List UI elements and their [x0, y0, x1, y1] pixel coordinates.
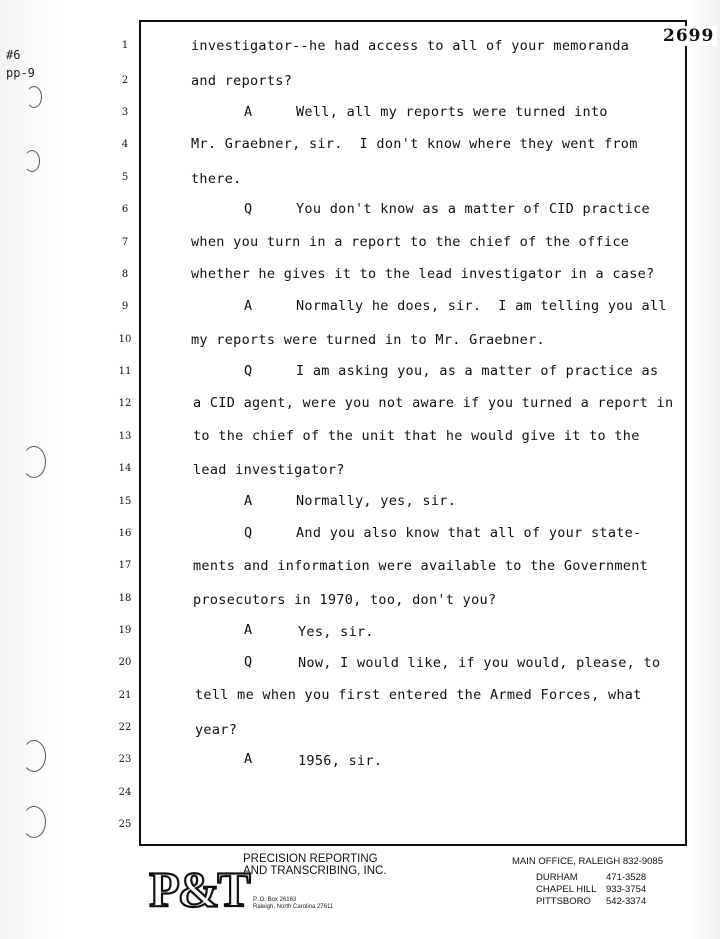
line-number: 4 [121, 139, 129, 150]
company-address [253, 897, 333, 911]
office-phone: 471-3528 [606, 872, 647, 883]
line-number: 12 [118, 398, 132, 409]
transcript-line: Well, all my reports were turned into [296, 104, 608, 120]
line-number: 5 [121, 172, 129, 183]
line-number: 7 [121, 237, 129, 248]
line-number: 1 [121, 40, 129, 51]
transcript-frame-right-border [685, 20, 687, 846]
company-name-line2: AND TRANSCRIBING, INC. [243, 865, 387, 877]
address-line2: Raleigh, North Carolina 27611 [253, 904, 334, 910]
transcript-line: investigator--he had access to all of your memoranda [191, 38, 630, 54]
binder-hole-lower [22, 740, 46, 772]
line-number: 13 [118, 431, 132, 442]
transcript-line: prosecutors in 1970, too, don't you? [193, 592, 497, 608]
main-office: MAIN OFFICE, RALEIGH 832-9085 [512, 856, 663, 867]
margin-note-pages: pp-9 [6, 66, 35, 80]
binder-mark-upper [24, 150, 40, 172]
transcript-line: Normally, yes, sir. [296, 493, 457, 509]
line-number: 20 [118, 657, 132, 668]
line-number: 10 [118, 334, 132, 345]
line-number: 21 [118, 690, 132, 701]
transcript-line: Yes, sir. [298, 624, 374, 640]
binder-hole-bottom [22, 806, 46, 838]
speaker-tag: A [244, 104, 253, 120]
office-phone: 933-3754 [606, 884, 647, 895]
transcript-line: and reports? [191, 73, 293, 89]
address-line1: P. O. Box 26163 [253, 897, 297, 903]
transcript-line: And you also know that all of your state- [296, 525, 642, 541]
transcript-line: tell me when you first entered the Armed Forces, what [195, 687, 642, 703]
speaker-tag: A [244, 622, 253, 638]
line-number: 8 [121, 269, 129, 280]
office-phone: 542-3374 [606, 896, 647, 907]
transcript-line: when you turn in a report to the chief of the office [191, 234, 630, 250]
transcript-line: You don't know as a matter of CID practice [296, 201, 650, 217]
transcript-line: I am asking you, as a matter of practice as [296, 363, 659, 379]
line-number: 18 [118, 593, 132, 604]
line-number: 2 [121, 75, 129, 86]
line-number: 19 [118, 625, 132, 636]
transcript-line: Now, I would like, if you would, please, to [298, 655, 661, 671]
transcript-line: lead investigator? [193, 462, 345, 478]
line-number: 24 [118, 787, 132, 798]
line-number: 9 [121, 301, 129, 312]
line-number: 22 [118, 722, 132, 733]
transcript-line: whether he gives it to the lead investigator in a case? [191, 266, 655, 282]
office-city: PITTSBORO [536, 896, 591, 907]
binder-hole-middle [22, 446, 46, 478]
line-number: 3 [121, 107, 129, 118]
page-number: 2699 [660, 26, 717, 46]
transcript-line: ments and information were available to the Government [193, 558, 649, 574]
binder-mark-top [26, 86, 42, 108]
speaker-tag: Q [244, 363, 253, 379]
speaker-tag: A [244, 493, 253, 509]
transcript-line: year? [195, 722, 238, 738]
office-city: DURHAM [536, 872, 578, 883]
line-number: 6 [121, 204, 129, 215]
speaker-tag: Q [244, 201, 253, 217]
transcript-line: to the chief of the unit that he would give it to the [193, 428, 640, 444]
transcript-line: there. [191, 171, 242, 187]
line-number: 23 [118, 754, 132, 765]
line-number: 15 [118, 496, 132, 507]
line-number: 14 [118, 463, 132, 474]
speaker-tag: Q [244, 654, 253, 670]
line-number: 16 [118, 528, 132, 539]
office-city: CHAPEL HILL [536, 884, 597, 895]
margin-note-exhibit: #6 [6, 48, 21, 62]
speaker-tag: A [244, 751, 253, 767]
line-number: 11 [118, 366, 132, 377]
transcript-line: my reports were turned in to Mr. Graebner. [191, 332, 545, 348]
transcript-line: Normally he does, sir. I am telling you all [296, 298, 667, 314]
company-name-line1: PRECISION REPORTING [243, 853, 378, 865]
logo-text: P&T [149, 861, 249, 917]
transcript-line: Mr. Graebner, sir. I don't know where they went from [191, 136, 638, 152]
speaker-tag: Q [244, 525, 253, 541]
transcript-line: a CID agent, were you not aware if you turned a report in [193, 395, 674, 411]
company-name [243, 853, 387, 877]
speaker-tag: A [244, 298, 253, 314]
line-number: 17 [118, 560, 132, 571]
transcript-line: 1956, sir. [298, 753, 383, 769]
line-number: 25 [118, 819, 132, 830]
company-logo [149, 856, 249, 917]
